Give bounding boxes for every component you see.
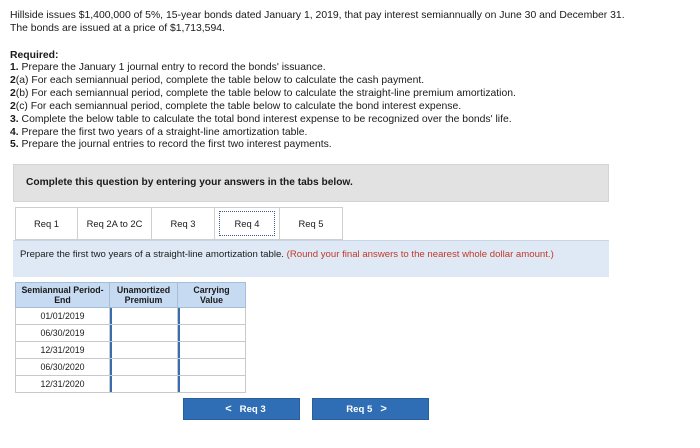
premium-cell — [110, 308, 178, 325]
table-header-row — [16, 283, 246, 308]
complete-question-banner — [13, 164, 609, 202]
carrying-value-input[interactable] — [178, 308, 245, 324]
problem-line-2: The bonds are issued at a price of $1,713,594. — [10, 23, 225, 34]
period-date: 06/30/2019 — [16, 325, 110, 342]
instruction-text: Prepare the first two years of a straight-line amortization table. — [20, 249, 284, 260]
unamortized-premium-input[interactable] — [110, 376, 177, 392]
next-button-label: Req 5 — [346, 403, 373, 415]
value-cell — [178, 376, 246, 393]
value-cell — [178, 342, 246, 359]
unamortized-premium-input[interactable] — [110, 325, 177, 341]
rounding-note: (Round your final answers to the nearest whole dollar amount.) — [286, 249, 554, 260]
premium-cell — [110, 376, 178, 393]
tab-req-1[interactable]: Req 1 — [15, 207, 78, 240]
value-cell — [178, 308, 246, 325]
requirement-item: 2(a) For each semiannual period, complete the table below to calculate the cash payment. — [10, 74, 425, 86]
requirement-item: 4. Prepare the first two years of a straight-line amortization table. — [10, 126, 308, 138]
carrying-value-input[interactable] — [178, 376, 245, 392]
premium-cell — [110, 342, 178, 359]
amortization-table — [15, 282, 246, 393]
carrying-value-input[interactable] — [178, 325, 245, 341]
period-date: 06/30/2020 — [16, 359, 110, 376]
problem-statement — [10, 9, 690, 35]
next-req-5-button[interactable] — [312, 398, 429, 420]
premium-cell — [110, 359, 178, 376]
period-date: 01/01/2019 — [16, 308, 110, 325]
tab-req-5[interactable]: Req 5 — [279, 207, 343, 240]
requirement-item: 2(b) For each semiannual period, complete the table below to calculate the straight-line premium amortization. — [10, 87, 516, 99]
value-cell — [178, 325, 246, 342]
requirement-item: 3. Complete the below table to calculate the total bond interest expense to be recognized over the bonds' life. — [10, 113, 512, 125]
table-row — [16, 325, 246, 342]
period-date: 12/31/2020 — [16, 376, 110, 393]
tab-req-4[interactable] — [214, 207, 280, 240]
problem-line-1: Hillside issues $1,400,000 of 5%, 15-year bonds dated January 1, 2019, that pay interest semiannually on June 30 and December 31. — [10, 10, 625, 21]
previous-req-3-button[interactable] — [183, 398, 300, 420]
table-row — [16, 359, 246, 376]
previous-button-label: Req 3 — [239, 403, 266, 415]
table-row — [16, 376, 246, 393]
chevron-right-icon: > — [380, 403, 387, 415]
unamortized-premium-input[interactable] — [110, 342, 177, 358]
required-heading: Required: — [10, 50, 59, 61]
chevron-left-icon: < — [225, 403, 232, 415]
value-cell — [178, 359, 246, 376]
header-period-end: Semiannual Period- End — [16, 283, 110, 308]
tab-req-4-label: Req 4 — [234, 218, 260, 229]
tab-req-3[interactable]: Req 3 — [151, 207, 215, 240]
unamortized-premium-input[interactable] — [110, 308, 177, 324]
requirement-item: 5. Prepare the journal entries to record the first two interest payments. — [10, 139, 332, 151]
header-unamortized-premium: Unamortized Premium — [110, 283, 178, 308]
table-row — [16, 342, 246, 359]
carrying-value-input[interactable] — [178, 359, 245, 375]
requirement-tabs — [15, 207, 342, 240]
requirements-list — [10, 62, 690, 152]
carrying-value-input[interactable] — [178, 342, 245, 358]
tab-req-2a-to-2c[interactable]: Req 2A to 2C — [77, 207, 152, 240]
tab-focus-ring — [219, 211, 275, 236]
unamortized-premium-input[interactable] — [110, 359, 177, 375]
header-carrying-value: Carrying Value — [178, 283, 246, 308]
premium-cell — [110, 325, 178, 342]
requirement-item: 2(c) For each semiannual period, complete the table below to calculate the bond interest expense. — [10, 100, 462, 112]
complete-question-text: Complete this question by entering your answers in the tabs below. — [26, 177, 353, 188]
instruction-panel — [13, 240, 609, 277]
table-row — [16, 308, 246, 325]
period-date: 12/31/2019 — [16, 342, 110, 359]
requirement-item: 1. Prepare the January 1 journal entry to record the bonds' issuance. — [10, 62, 326, 73]
